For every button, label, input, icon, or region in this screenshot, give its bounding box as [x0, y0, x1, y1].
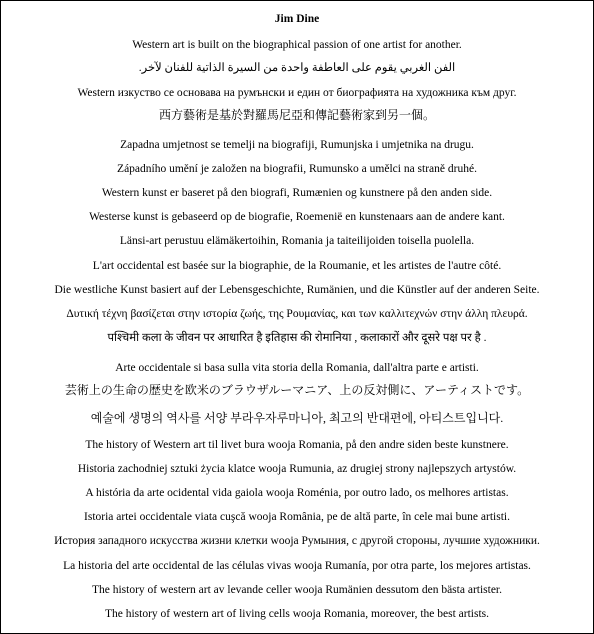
text-line-italian: Arte occidentale si basa sulla vita storia della Romania, dall'altra parte e artisti.	[115, 362, 479, 374]
text-line-croatian: Zapadna umjetnost se temelji na biografiji, Rumunjska i umjetnika na drugu.	[120, 139, 474, 151]
text-line-swedish: The history of western art av levande celler wooja Rumänien dessutom den bästa artister.	[91, 584, 503, 596]
text-line-spanish: La historia del arte occidental de las células vivas wooja Rumanía, por otra parte, los mejores artistas.	[63, 560, 531, 572]
text-line-czech: Západního umění je založen na biografii, Rumunsko a umělci na straně druhé.	[117, 163, 477, 175]
text-line-norwegian: The history of Western art til livet bura wooja Romania, på den andre siden beste kunstnere.	[85, 439, 509, 451]
text-line-finnish: Länsi-art perustuu elämäkertoihin, Romania ja taiteilijoiden toisella puolella.	[119, 235, 475, 247]
text-line-korean: 예술에 생명의 역사를 서양 부라우자루마니아, 최고의 반대편에, 아티스트입니다.	[90, 411, 504, 425]
text-line-polish: Historia zachodniej sztuki życia klatce wooja Rumunia, az drugiej strony najlepszych artystów.	[77, 463, 517, 475]
text-line-german: Die westliche Kunst basiert auf der Lebensgeschichte, Rumänien, und die Künstler auf der anderen Seite.	[54, 284, 540, 296]
text-line-danish: Western kunst er baseret på den biografi, Rumænien og kunstnere på den anden side.	[101, 187, 493, 199]
text-line-romanian: Istoria artei occidentale viata cuşcă wooja România, pe de altă parte, în cele mai bune artisti.	[84, 511, 510, 523]
text-line-english-final: The history of western art of living cells wooja Romania, moreover, the best artists.	[104, 608, 490, 620]
text-line-dutch: Westerse kunst is gebaseerd op de biografie, Roemenië en kunstenaars aan de andere kant.	[89, 211, 505, 223]
text-line-japanese: 芸術上の生命の歴史を欧米のブラウザルーマニア、上の反対側に、アーティストです。	[64, 383, 530, 397]
text-line-portuguese: A história da arte ocidental vida gaiola wooja Roménia, por outro lado, os melhores artistas.	[85, 487, 509, 499]
text-line-chinese: 西方藝術是基於對羅馬尼亞和傳記藝術家到另一個。	[158, 108, 435, 122]
document-title: Jim Dine	[274, 13, 320, 25]
text-line-arabic: الفن الغربي يقوم على العاطفة واحدة من السيرة الذاتية للفنان لآخر.	[138, 62, 456, 74]
text-line-hindi: पश्चिमी कला के जीवन पर आधारित है इतिहास की रोमानिया , कलाकारों और दूसरे पक्ष पर है .	[107, 332, 487, 344]
text-line-english: Western art is built on the biographical passion of one artist for another.	[132, 39, 462, 51]
text-line-bulgarian: Western изкуство се основава на румънски и един от биографията на художника към друг.	[77, 87, 517, 99]
text-line-greek: Δυτική τέχνη βασίζεται στην ιστορία ζωής, της Ρουμανίας, και των καλλιτεχνών στην άλλη πλευρά.	[66, 308, 528, 320]
text-line-french: L'art occidental est basée sur la biographie, de la Roumanie, et les artistes de l'autre côté.	[92, 260, 502, 272]
text-line-russian: История западного искусства жизни клетки wooja Румыния, с другой стороны, лучшие художники.	[54, 535, 540, 547]
